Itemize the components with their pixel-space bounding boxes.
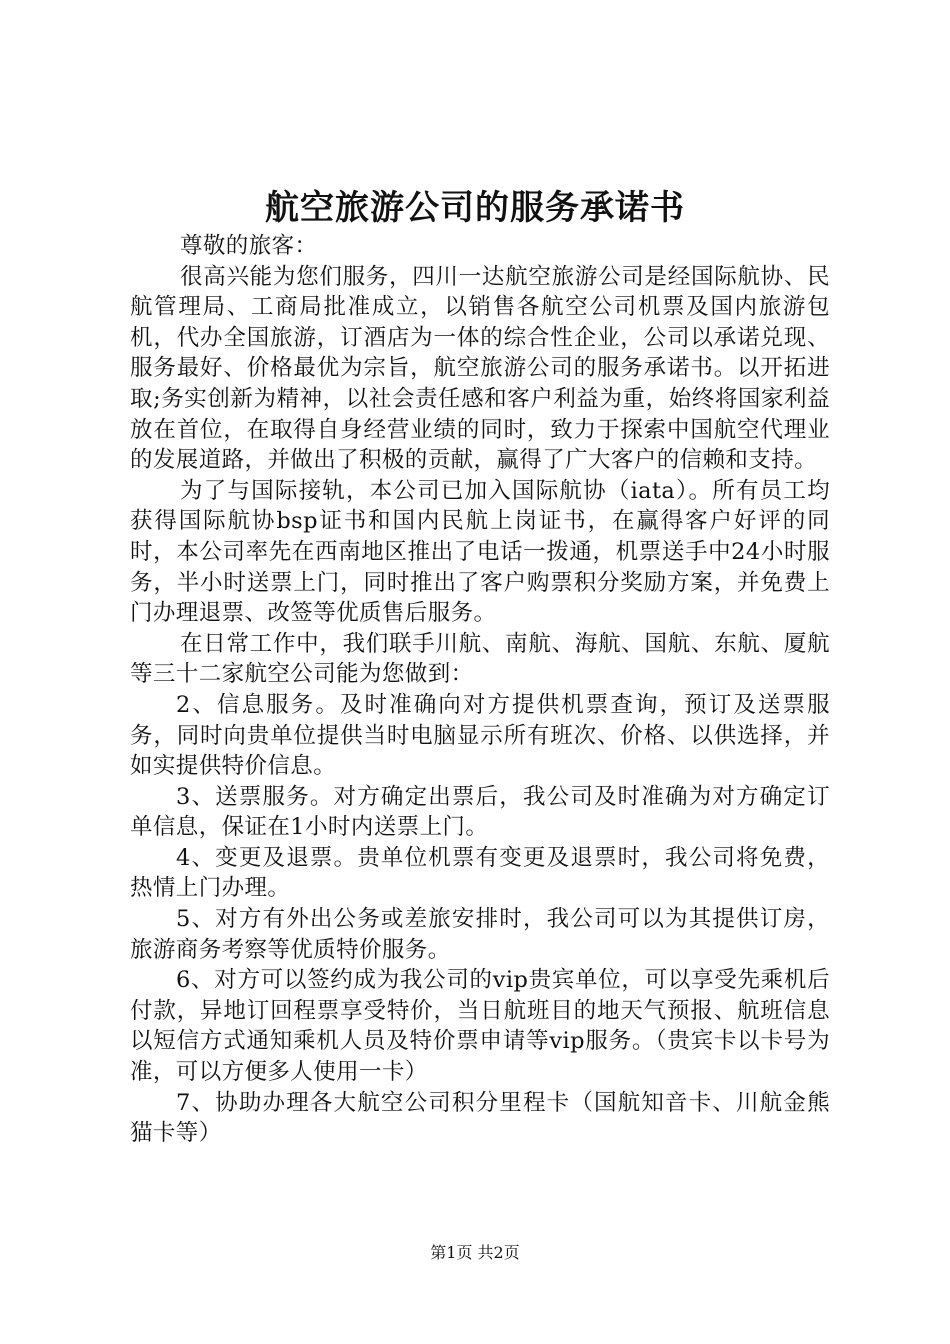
document-title: 航空旅游公司的服务承诺书 — [265, 188, 685, 228]
list-item-business-travel: 5、对方有外出公务或差旅安排时，我公司可以为其提供订房，旅游商务考察等优质特价服务。 — [130, 906, 830, 963]
document-body — [130, 231, 830, 1149]
paragraph-daily-work: 在日常工作中，我们联手川航、南航、海航、国航、东航、厦航等三十二家航空公司能为您做到： — [130, 630, 830, 688]
salutation: 尊敬的旅客： — [180, 233, 318, 259]
paragraph-iata: 为了与国际接轨，本公司已加入国际航协（iata）。所有员工均获得国际航协bsp证书和国内民航上岗证书，在赢得客户好评的同时，本公司率先在西南地区推出了电话一拨通，机票送手中24小时服务，半小时送票上门，同时推出了客户购票积分奖励方案，并免费上门办理退票、改签等优质售后服务。 — [130, 477, 830, 627]
list-item-vip: 6、对方可以签约成为我公司的vip贵宾单位，可以享受先乘机后付款，异地订回程票享受特价，当日航班目的地天气预报、航班信息以短信方式通知乘机人员及特价票申请等vip服务。（贵宾卡以卡号为准，可以方便多人使用一卡） — [130, 967, 830, 1086]
paragraph-intro: 很高兴能为您们服务，四川一达航空旅游公司是经国际航协、民航管理局、工商局批准成立，以销售各航空公司机票及国内旅游包机，代办全国旅游，订酒店为一体的综合性企业，公司以承诺兑现、服务最好、价格最优为宗旨，航空旅游公司的服务承诺书。以开拓进取;务实创新为精神，以社会责任感和客户利益为重，始终将国家利益放在首位，在取得自身经营业绩的同时，致力于探索中国航空代理业的发展道路，并做出了积极的贡献，赢得了广大客户的信赖和支持。 — [130, 263, 830, 474]
list-item-info-service: 2、信息服务。及时准确向对方提供机票查询，预订及送票服务，同时向贵单位提供当时电脑显示所有班次、价格、以供选择，并如实提供特价信息。 — [130, 691, 830, 780]
list-item-change-refund: 4、变更及退票。贵单位机票有变更及退票时，我公司将免费，热情上门办理。 — [130, 844, 830, 902]
list-item-ticket-delivery: 3、送票服务。对方确定出票后，我公司及时准确为对方确定订单信息，保证在1小时内送票上门。 — [130, 783, 830, 841]
list-item-mileage-card: 7、协助办理各大航空公司积分里程卡（国航知音卡、川航金熊猫卡等） — [130, 1089, 830, 1147]
page-footer: 第1页 共2页 — [430, 1243, 520, 1262]
